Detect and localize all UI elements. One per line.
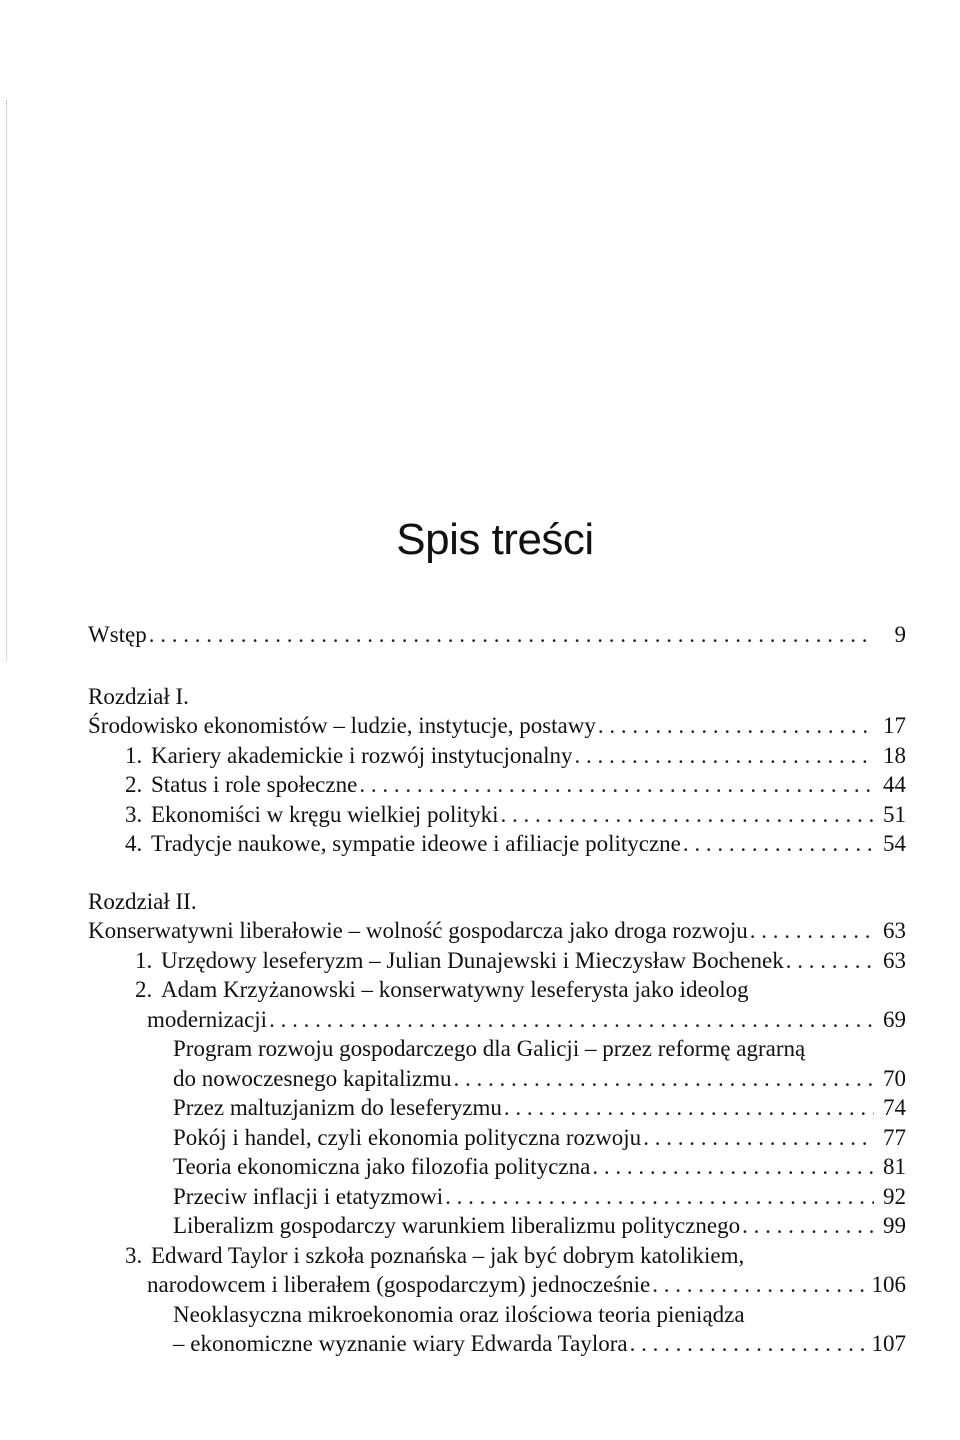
page-title: Spis treści [396, 515, 594, 565]
toc-entry-2-2[interactable] [88, 1005, 906, 1035]
toc-subentry[interactable] [88, 1211, 906, 1241]
toc-entry-label: – ekonomiczne wyznanie wiary Edwarda Taylora [173, 1331, 628, 1356]
toc-entry-label: Liberalizm gospodarczy warunkiem liberalizmu politycznego [173, 1213, 741, 1238]
toc-entry-label: Status i role społeczne [151, 772, 358, 797]
toc-entry-label: Adam Krzyżanowski – konserwatywny leseferysta jako ideolog [161, 977, 749, 1002]
leader-dots [269, 1005, 874, 1035]
toc-entry-label: Kariery akademickie i rozwój instytucjonalny [151, 742, 573, 768]
toc-entry-1-1[interactable] [88, 741, 906, 771]
leader-dots [592, 1152, 874, 1182]
toc-entry-1-4[interactable] [88, 829, 906, 859]
toc-subentry-line1[interactable]: Program rozwoju gospodarczego dla Galicji – przez reformę agrarną [173, 1036, 806, 1061]
leader-dots [453, 1064, 874, 1094]
toc-subentry[interactable] [88, 1152, 906, 1182]
toc-subentry[interactable] [88, 1123, 906, 1153]
toc-entry-label: narodowcem i liberałem (gospodarczym) jednocześnie [147, 1272, 651, 1297]
toc-entry-1-2[interactable] [88, 770, 906, 800]
chapter-2-title-entry[interactable] [88, 916, 906, 946]
leader-dots [575, 741, 874, 771]
leader-dots [359, 770, 874, 800]
leader-dots [742, 1211, 874, 1241]
toc-entry-number: 3. [125, 801, 143, 827]
toc-entry-page: 77 [883, 1124, 906, 1150]
toc-entry-page: 18 [883, 742, 906, 768]
toc-subentry-line1[interactable]: Neoklasyczna mikroekonomia oraz ilościowa teoria pieniądza [173, 1301, 745, 1327]
toc-entry-label: Urzędowy leseferyzm – Julian Dunajewski i Mieczysław Bochenek [161, 947, 784, 973]
leader-dots [501, 800, 874, 830]
toc-entry-number: 2. [135, 977, 153, 1002]
toc-entry-label: Konserwatywni liberałowie – wolność gospodarcza jako droga rozwoju [88, 918, 748, 943]
toc-entry-label: Pokój i handel, czyli ekonomia polityczna rozwoju [173, 1124, 642, 1150]
toc-entry-2-3-line1[interactable] [88, 1241, 906, 1271]
toc-entry-label: Przez maltuzjanizm do leseferyzmu [173, 1095, 502, 1120]
toc-entry-number: 2. [125, 772, 143, 797]
leader-dots [643, 1123, 874, 1153]
toc-entry-label: Wstęp [88, 622, 147, 647]
scan-edge-artifact [6, 100, 8, 660]
toc-entry-label: Teoria ekonomiczna jako filozofia polityczna [173, 1154, 591, 1179]
chapter-2-heading: Rozdział II. [88, 888, 197, 914]
toc-entry-page: 9 [894, 622, 906, 647]
toc-subentry[interactable] [88, 1093, 906, 1123]
toc-entry-number: 1. [135, 947, 153, 973]
toc-entry-page: 63 [883, 947, 906, 973]
toc-entry-label: Tradycje naukowe, sympatie ideowe i afiliacje polityczne [151, 831, 681, 856]
toc-entry-2-1[interactable] [88, 946, 906, 976]
toc-subentry[interactable] [88, 1329, 906, 1359]
toc-entry-number: 1. [125, 742, 143, 768]
toc-subentry[interactable] [88, 1064, 906, 1094]
leader-dots [750, 916, 874, 946]
toc-entry-label: Edward Taylor i szkoła poznańska – jak być dobrym katolikiem, [151, 1242, 745, 1268]
toc-entry-label: Przeciw inflacji i etatyzmowi [173, 1183, 444, 1209]
leader-dots [504, 1093, 874, 1123]
toc-entry-page: 92 [883, 1183, 906, 1209]
toc-entry-page: 44 [883, 772, 906, 797]
leader-dots [630, 1329, 866, 1359]
toc-entry-label: modernizacji [147, 1006, 268, 1032]
toc-entry-page: 106 [871, 1272, 906, 1297]
leader-dots [598, 711, 874, 741]
leader-dots [149, 620, 874, 650]
toc-entry-2-2-line1[interactable] [88, 975, 906, 1005]
toc-entry-page: 63 [883, 918, 906, 943]
toc-entry-1-3[interactable] [88, 800, 906, 830]
toc-subentry[interactable] [88, 1182, 906, 1212]
toc-entry-label: Środowisko ekonomistów – ludzie, instytucje, postawy [88, 713, 596, 738]
leader-dots [445, 1182, 874, 1212]
leader-dots [683, 829, 874, 859]
table-of-contents [88, 620, 906, 1359]
toc-entry-page: 74 [883, 1095, 906, 1120]
toc-entry-2-3[interactable] [88, 1270, 906, 1300]
toc-entry-page: 107 [871, 1331, 906, 1356]
toc-entry-intro[interactable] [88, 620, 906, 650]
toc-entry-page: 17 [883, 713, 906, 738]
toc-entry-page: 69 [883, 1006, 906, 1032]
leader-dots [652, 1270, 865, 1300]
toc-entry-label: Ekonomiści w kręgu wielkiej polityki [151, 801, 499, 827]
leader-dots [786, 946, 874, 976]
toc-entry-page: 51 [883, 801, 906, 827]
toc-entry-label: do nowoczesnego kapitalizmu [173, 1065, 452, 1091]
toc-entry-number: 3. [125, 1242, 143, 1268]
toc-entry-page: 81 [883, 1154, 906, 1179]
toc-entry-number: 4. [125, 831, 143, 856]
chapter-1-title-entry[interactable] [88, 711, 906, 741]
chapter-1-heading: Rozdział I. [88, 683, 189, 709]
toc-entry-page: 70 [883, 1065, 906, 1091]
toc-entry-page: 99 [883, 1213, 906, 1238]
toc-entry-page: 54 [883, 831, 906, 856]
